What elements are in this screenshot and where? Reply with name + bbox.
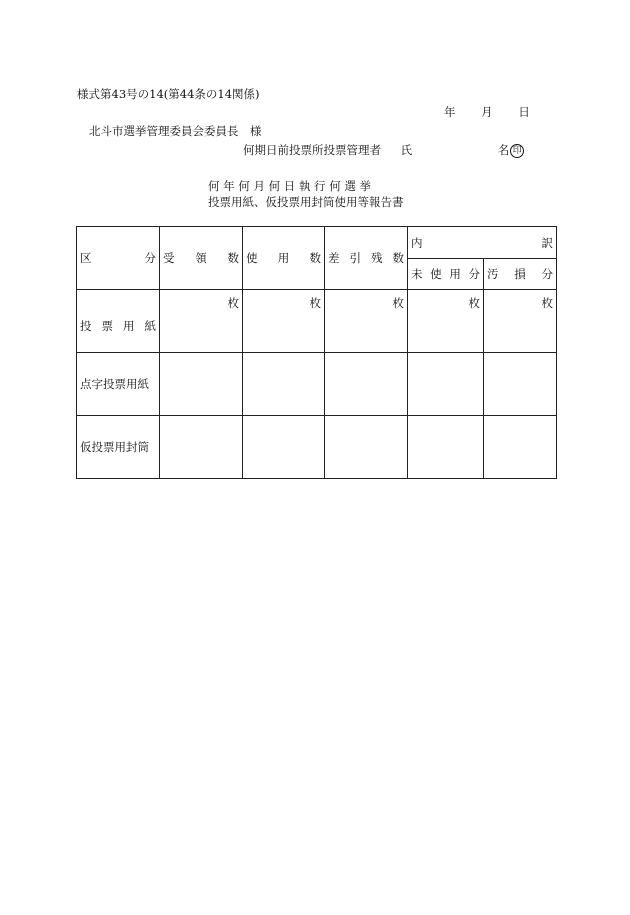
report-heading-line2: 投票用紙、仮投票用封筒使用等報告書 (208, 195, 404, 209)
table-row (77, 353, 557, 416)
sender-family-label: 氏 (400, 143, 413, 157)
date-line (444, 104, 530, 120)
cell-damaged-unit (484, 353, 557, 416)
form-number: 様式第43号の14(第44条の14関係) (77, 87, 260, 101)
table-row (77, 290, 557, 353)
header-received-char: 領 (195, 251, 207, 265)
cell-remaining-unit (325, 416, 408, 479)
header-unused-char: 未 (411, 267, 423, 281)
date-month: 月 (481, 105, 493, 119)
sender-line (243, 142, 524, 158)
header-unused-char: 使 (430, 267, 442, 281)
cell-damaged-unit (484, 416, 557, 479)
row-label-char: 紙 (144, 319, 156, 333)
seal-mark: 印 (510, 144, 524, 158)
header-remaining-char: 差 (328, 251, 340, 265)
header-category (77, 227, 160, 290)
cell-received-unit: 枚 (160, 290, 243, 353)
header-used (243, 227, 325, 290)
header-damaged-char: 損 (514, 267, 526, 281)
header-damaged-char: 分 (541, 267, 553, 281)
header-remaining (325, 227, 408, 290)
cell-used-unit (243, 416, 325, 479)
header-category-char: 分 (144, 251, 156, 265)
cell-unused-unit (408, 416, 484, 479)
header-breakdown (408, 227, 557, 259)
header-received (160, 227, 243, 290)
cell-received-unit (160, 416, 243, 479)
cell-unused-unit (408, 353, 484, 416)
header-breakdown-char: 訳 (541, 235, 553, 250)
cell-unused-unit: 枚 (408, 290, 484, 353)
header-used-char: 数 (309, 251, 321, 265)
row-label-ballot-paper (77, 290, 160, 353)
row-label-braille-ballot: 点字投票用紙 (77, 353, 160, 416)
header-remaining-char: 数 (392, 251, 404, 265)
cell-remaining-unit (325, 353, 408, 416)
header-breakdown-char: 内 (411, 235, 423, 250)
cell-used-unit: 枚 (243, 290, 325, 353)
header-category-char: 区 (80, 251, 92, 265)
addressee: 北斗市選挙管理委員会委員長 様 (89, 124, 262, 138)
row-label-char: 投 (80, 319, 92, 333)
cell-received-unit (160, 353, 243, 416)
date-day: 日 (518, 105, 530, 119)
row-label-char: 票 (101, 319, 113, 333)
row-label-provisional-envelope: 仮投票用封筒 (77, 416, 160, 479)
cell-remaining-unit: 枚 (325, 290, 408, 353)
sender-given-label: 名 (497, 143, 510, 157)
header-damaged-char: 汚 (487, 267, 499, 281)
header-remaining-char: 残 (371, 251, 383, 265)
header-received-char: 数 (227, 251, 239, 265)
header-unused (408, 259, 484, 290)
sender-title: 何期日前投票所投票管理者 (243, 143, 381, 157)
header-unused-char: 用 (449, 267, 461, 281)
cell-damaged-unit: 枚 (484, 290, 557, 353)
header-damaged (484, 259, 557, 290)
table-row (77, 416, 557, 479)
report-table (76, 226, 557, 479)
header-remaining-char: 引 (349, 251, 361, 265)
date-year: 年 (444, 105, 456, 119)
header-unused-char: 分 (468, 267, 480, 281)
header-received-char: 受 (163, 251, 175, 265)
cell-used-unit (243, 353, 325, 416)
header-used-char: 使 (246, 251, 258, 265)
header-used-char: 用 (277, 251, 290, 265)
report-heading-line1: 何 年 何 月 何 日 執 行 何 選 挙 (208, 179, 372, 193)
row-label-char: 用 (123, 319, 135, 333)
